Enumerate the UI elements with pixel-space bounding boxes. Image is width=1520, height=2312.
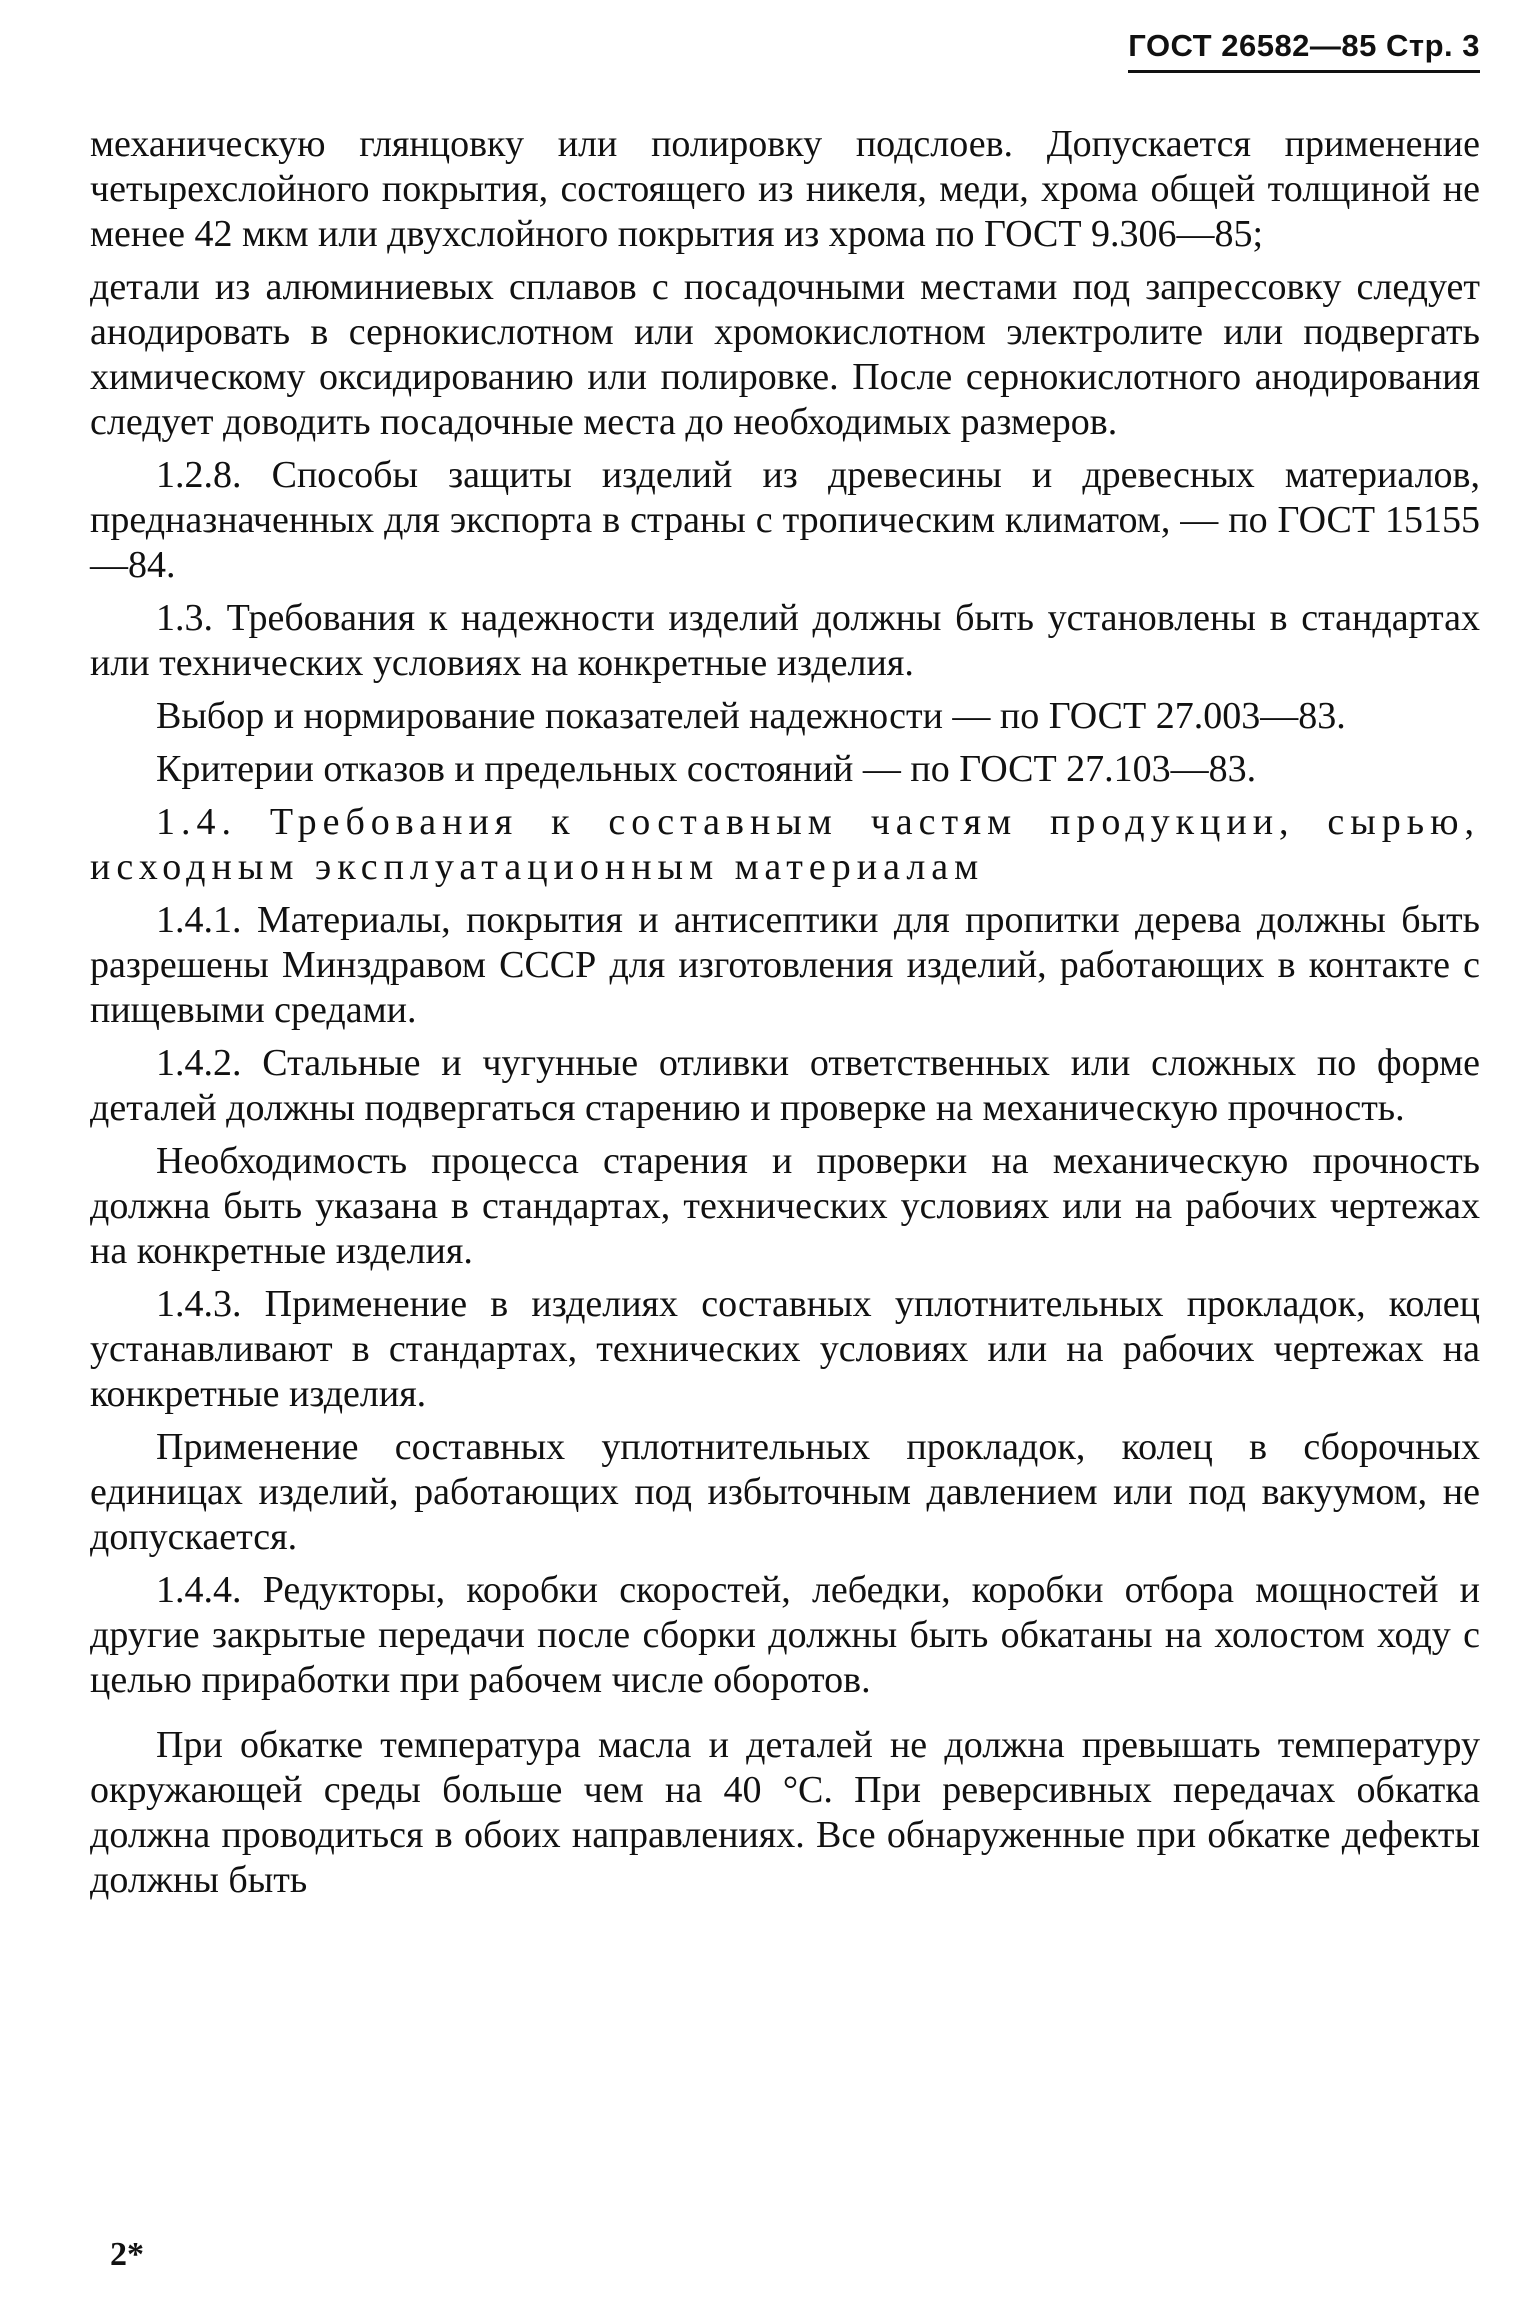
paragraph-1-2-8: 1.2.8. Способы защиты изделий из древесины и древесных материалов, предназначенных для экспорта в страны с тропическим климатом, — по ГОСТ 15155—84. bbox=[90, 454, 1480, 586]
paragraph-2: детали из алюминиевых сплавов с посадочными местами под запрессовку следует анодировать в сернокислотном или хромокислотном электролите или подвергать химическому оксидированию или полировке. После сернокислотного анодирования следует доводить посадочные места до необходимых размеров. bbox=[90, 266, 1480, 443]
section-heading-1-4: 1.4. Требования к составным частям продукции, сырью, исходным эксплуатационным материалам bbox=[90, 801, 1480, 888]
paragraph-run-in-temperature: При обкатке температура масла и деталей не должна превышать температуру окружающей среды больше чем на 40 °С. При реверсивных передачах обкатка должна проводиться в обоих направлениях. Все обнаруженные при обкатке дефекты должны быть bbox=[90, 1724, 1480, 1901]
paragraph-1-4-3: 1.4.3. Применение в изделиях составных уплотнительных прокладок, колец устанавливают в стандартах, технических условиях или на рабочих чертежах на конкретные изделия. bbox=[90, 1283, 1480, 1415]
page-signature-mark: 2* bbox=[110, 2236, 144, 2273]
paragraph-1: механическую глянцовку или полировку подслоев. Допускается применение четырехслойного покрытия, состоящего из никеля, меди, хрома общей толщиной не менее 42 мкм или двухслойного покрытия из хрома по ГОСТ 9.306—85; bbox=[90, 123, 1480, 255]
page-body bbox=[90, 122, 1480, 1911]
paragraph-1-4-2: 1.4.2. Стальные и чугунные отливки ответственных или сложных по форме деталей должны подвергаться старению и проверке на механическую прочность. bbox=[90, 1042, 1480, 1129]
paragraph-1-4-1: 1.4.1. Материалы, покрытия и антисептики для пропитки дерева должны быть разрешены Минздравом СССР для изготовления изделий, работающих в контакте с пищевыми средами. bbox=[90, 899, 1480, 1031]
paragraph-failure-criteria: Критерии отказов и предельных состояний — по ГОСТ 27.103—83. bbox=[156, 748, 1257, 790]
paragraph-aging-necessity: Необходимость процесса старения и проверки на механическую прочность должна быть указана в стандартах, технических условиях или на рабочих чертежах на конкретные изделия. bbox=[90, 1140, 1480, 1272]
paragraph-1-3: 1.3. Требования к надежности изделий должны быть установлены в стандартах или технических условиях на конкретные изделия. bbox=[90, 597, 1480, 684]
paragraph-1-4-4: 1.4.4. Редукторы, коробки скоростей, лебедки, коробки отбора мощностей и другие закрытые передачи после сборки должны быть обкатаны на холостом ходу с целью приработки при рабочем числе оборотов. bbox=[90, 1569, 1480, 1701]
paragraph-reliability-selection: Выбор и нормирование показателей надежности — по ГОСТ 27.003—83. bbox=[156, 695, 1346, 737]
paragraph-seals-prohibition: Применение составных уплотнительных прокладок, колец в сборочных единицах изделий, работающих под избыточным давлением или под вакуумом, не допускается. bbox=[90, 1426, 1480, 1558]
page-header: ГОСТ 26582—85 Стр. 3 bbox=[1128, 28, 1480, 73]
